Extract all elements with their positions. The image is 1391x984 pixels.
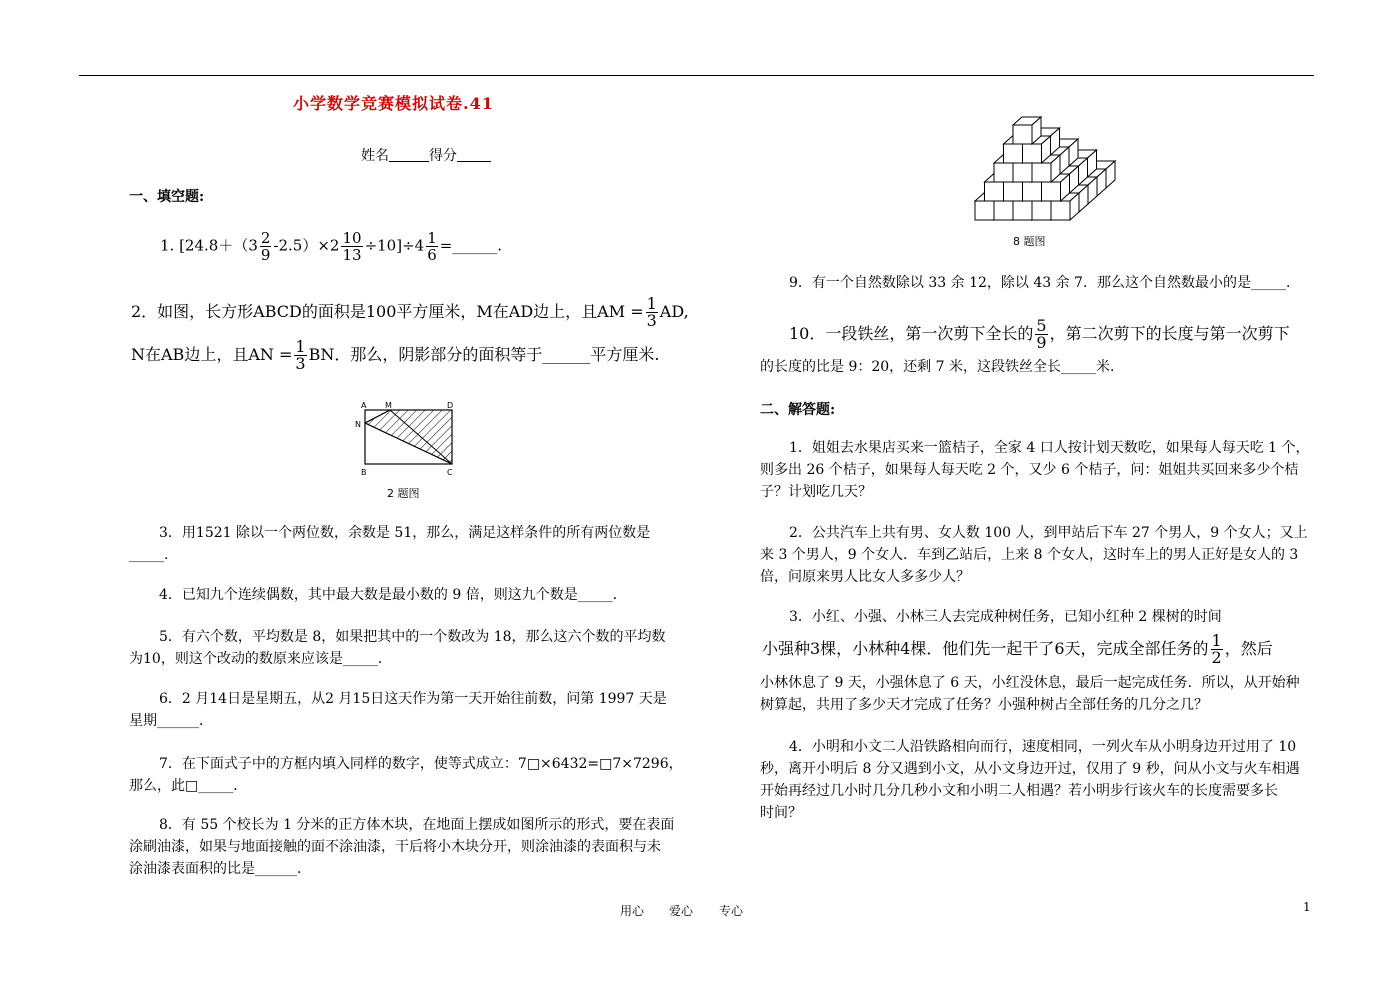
answer-4-line-2: 秒，离开小明后 8 分又遇到小文，从小文身边开过，仅用了 9 秒，问从小文与火车相遇 (760, 761, 1300, 777)
page-title: 小学数学竞赛模拟试卷.41 (293, 94, 494, 113)
q2-fraction-2: $\frac{1}{3}$ (295, 337, 306, 373)
answer-3-line-4: 树算起，共用了多少天才完成了任务？小强种树占全部任务的几分之几？ (760, 697, 1208, 713)
question-3-line-2: _____. (129, 547, 169, 563)
label-a: A (361, 401, 367, 410)
answer-2-line-2: 来 3 个男人，9 个女人．车到乙站后，上来 8 个女人，这时车上的男人正好是女人的 3 (760, 547, 1299, 563)
answer-3-line-3: 小林休息了 9 天，小强休息了 6 天，小红没休息，最后一起完成任务．所以，从开始种 (760, 675, 1300, 691)
answer-4-line-4: 时间？ (760, 805, 802, 821)
figure-2-rectangle (352, 398, 462, 503)
score-label: 得分 (429, 148, 457, 164)
question-10-line-1: 10．一段铁丝，第一次剪下全长的 $\frac{5}{9}$ ，第二次剪下的长度与第一次剪下 (789, 316, 1290, 352)
q1-mid-2: ÷10]÷4 (364, 236, 425, 255)
question-5-line-2: 为10，则这个改动的数原来应该是_____． (129, 651, 392, 667)
header-rule (79, 75, 1314, 76)
q1-fraction-1: $\frac{2}{9}$ (260, 229, 271, 264)
label-d: D (447, 401, 454, 410)
name-score-line (361, 145, 491, 165)
question-9: 9．有一个自然数除以 33 余 12，除以 43 余 7．那么这个自然数最小的是_____． (789, 275, 1300, 291)
shaded-region (365, 410, 452, 464)
score-blank[interactable] (457, 147, 491, 162)
footer-text-1: 用心 (620, 904, 645, 918)
question-8-line-2: 涂刷油漆，如果与地面接触的面不涂油漆，干后将小木块分开，则涂油漆的表面积与未 (129, 839, 661, 855)
question-6-line-1: 6．2 月14日是星期五，从2 月15日这天作为第一天开始往前数，问第 1997 天是 (159, 691, 667, 707)
name-blank[interactable] (389, 147, 429, 162)
question-8-line-1: 8．有 55 个校长为 1 分米的正方体木块，在地面上摆成如图所示的形式，要在表面 (159, 817, 675, 833)
answer-1-line-1: 1．姐姐去水果店买来一篮桔子，全家 4 口人按计划天数吃，如果每人每天吃 1 个， (789, 440, 1310, 456)
footer-text-3: 专心 (719, 904, 744, 918)
question-4: 4．已知九个连续偶数，其中最大数是最小数的 9 倍，则这九个数是_____． (159, 587, 627, 603)
answer-3-line-1: 3．小红、小强、小林三人去完成种树任务，已知小红种 2 棵树的时间 (789, 609, 1222, 625)
q1-prefix: 1. [24.8＋（3 (160, 236, 258, 255)
answer-3-line-2: 小强种3棵，小林种4棵．他们先一起干了6天，完成全部任务的 $\frac{1}{2}$ ，然后 (762, 631, 1273, 667)
q1-fraction-2: $\frac{10}{13}$ (342, 229, 362, 264)
question-7-line-1: 7．在下面式子中的方框内填入同样的数字，使等式成立：7□×6432=□7×7296， (159, 756, 683, 772)
question-3-line-1: 3．用1521 除以一个两位数，余数是 51，那么，满足这样条件的所有两位数是 (159, 525, 651, 541)
label-m: M (385, 401, 392, 410)
q1-mid-1: -2.5）×2 (273, 236, 340, 255)
q1-fraction-3: $\frac{1}{6}$ (427, 229, 437, 264)
figure-8-cube-pyramid (968, 88, 1140, 250)
cube-stack (975, 117, 1115, 220)
footer-text-2: 爱心 (669, 904, 694, 918)
question-10-line-2: 的长度的比是 9：20，还剩 7 米，这段铁丝全长_____米． (760, 359, 1124, 375)
q2-fraction-1: $\frac{1}{3}$ (646, 294, 657, 330)
question-2-line-2: N在AB边上，且AN = $\frac{1}{3}$ BN．那么，阴影部分的面积等于______平方厘米. (131, 337, 660, 373)
question-5-line-1: 5．有六个数，平均数是 8，如果把其中的一个数改为 18，那么这六个数的平均数 (159, 629, 666, 645)
answer-1-line-2: 则多出 26 个桔子，如果每人每天吃 2 个，又少 6 个桔子，问：姐姐共买回来多少个桔 (760, 462, 1299, 478)
question-1 (160, 230, 502, 263)
label-n: N (355, 420, 361, 429)
question-7-line-2: 那么，此□_____． (129, 778, 248, 794)
q10-fraction: $\frac{5}{9}$ (1036, 316, 1047, 352)
question-6-line-2: 星期______． (129, 713, 213, 729)
answer-4-line-3: 开始再经过几小时几分几秒小文和小明二人相遇？若小明步行该火车的长度需要多长 (760, 783, 1278, 799)
answer-4-line-1: 4．小明和小文二人沿铁路相向而行，速度相同，一列火车从小明身边开过用了 10 (789, 739, 1297, 755)
answer-2-line-1: 2．公共汽车上共有男、女人数 100 人，到甲站后下车 27 个男人，9 个女人；又上 (789, 525, 1308, 541)
q1-answer-blank[interactable]: =______. (439, 236, 503, 255)
figure-8-caption: 8 题图 (1013, 235, 1046, 248)
label-c: C (447, 468, 453, 477)
question-2-line-1: 2．如图，长方形ABCD的面积是100平方厘米，M在AD边上，且AM = $\frac{1}{3}$ AD, (131, 294, 689, 330)
figure-2-caption: 2 题图 (387, 487, 420, 500)
section-fill-in: 一、填空题: (129, 189, 205, 205)
name-label: 姓名 (361, 148, 389, 164)
answer-1-line-3: 子？计划吃几天？ (760, 484, 872, 500)
question-8-line-3: 涂油漆表面积的比是______． (129, 861, 311, 877)
answer-2-line-3: 倍，问原来男人比女人多多少人？ (760, 569, 970, 585)
a3-fraction: $\frac{1}{2}$ (1211, 631, 1222, 667)
section-solve: 二、解答题: (760, 402, 836, 418)
label-b: B (361, 468, 367, 477)
page-number: 1 (1303, 900, 1311, 914)
cube (1013, 117, 1041, 144)
